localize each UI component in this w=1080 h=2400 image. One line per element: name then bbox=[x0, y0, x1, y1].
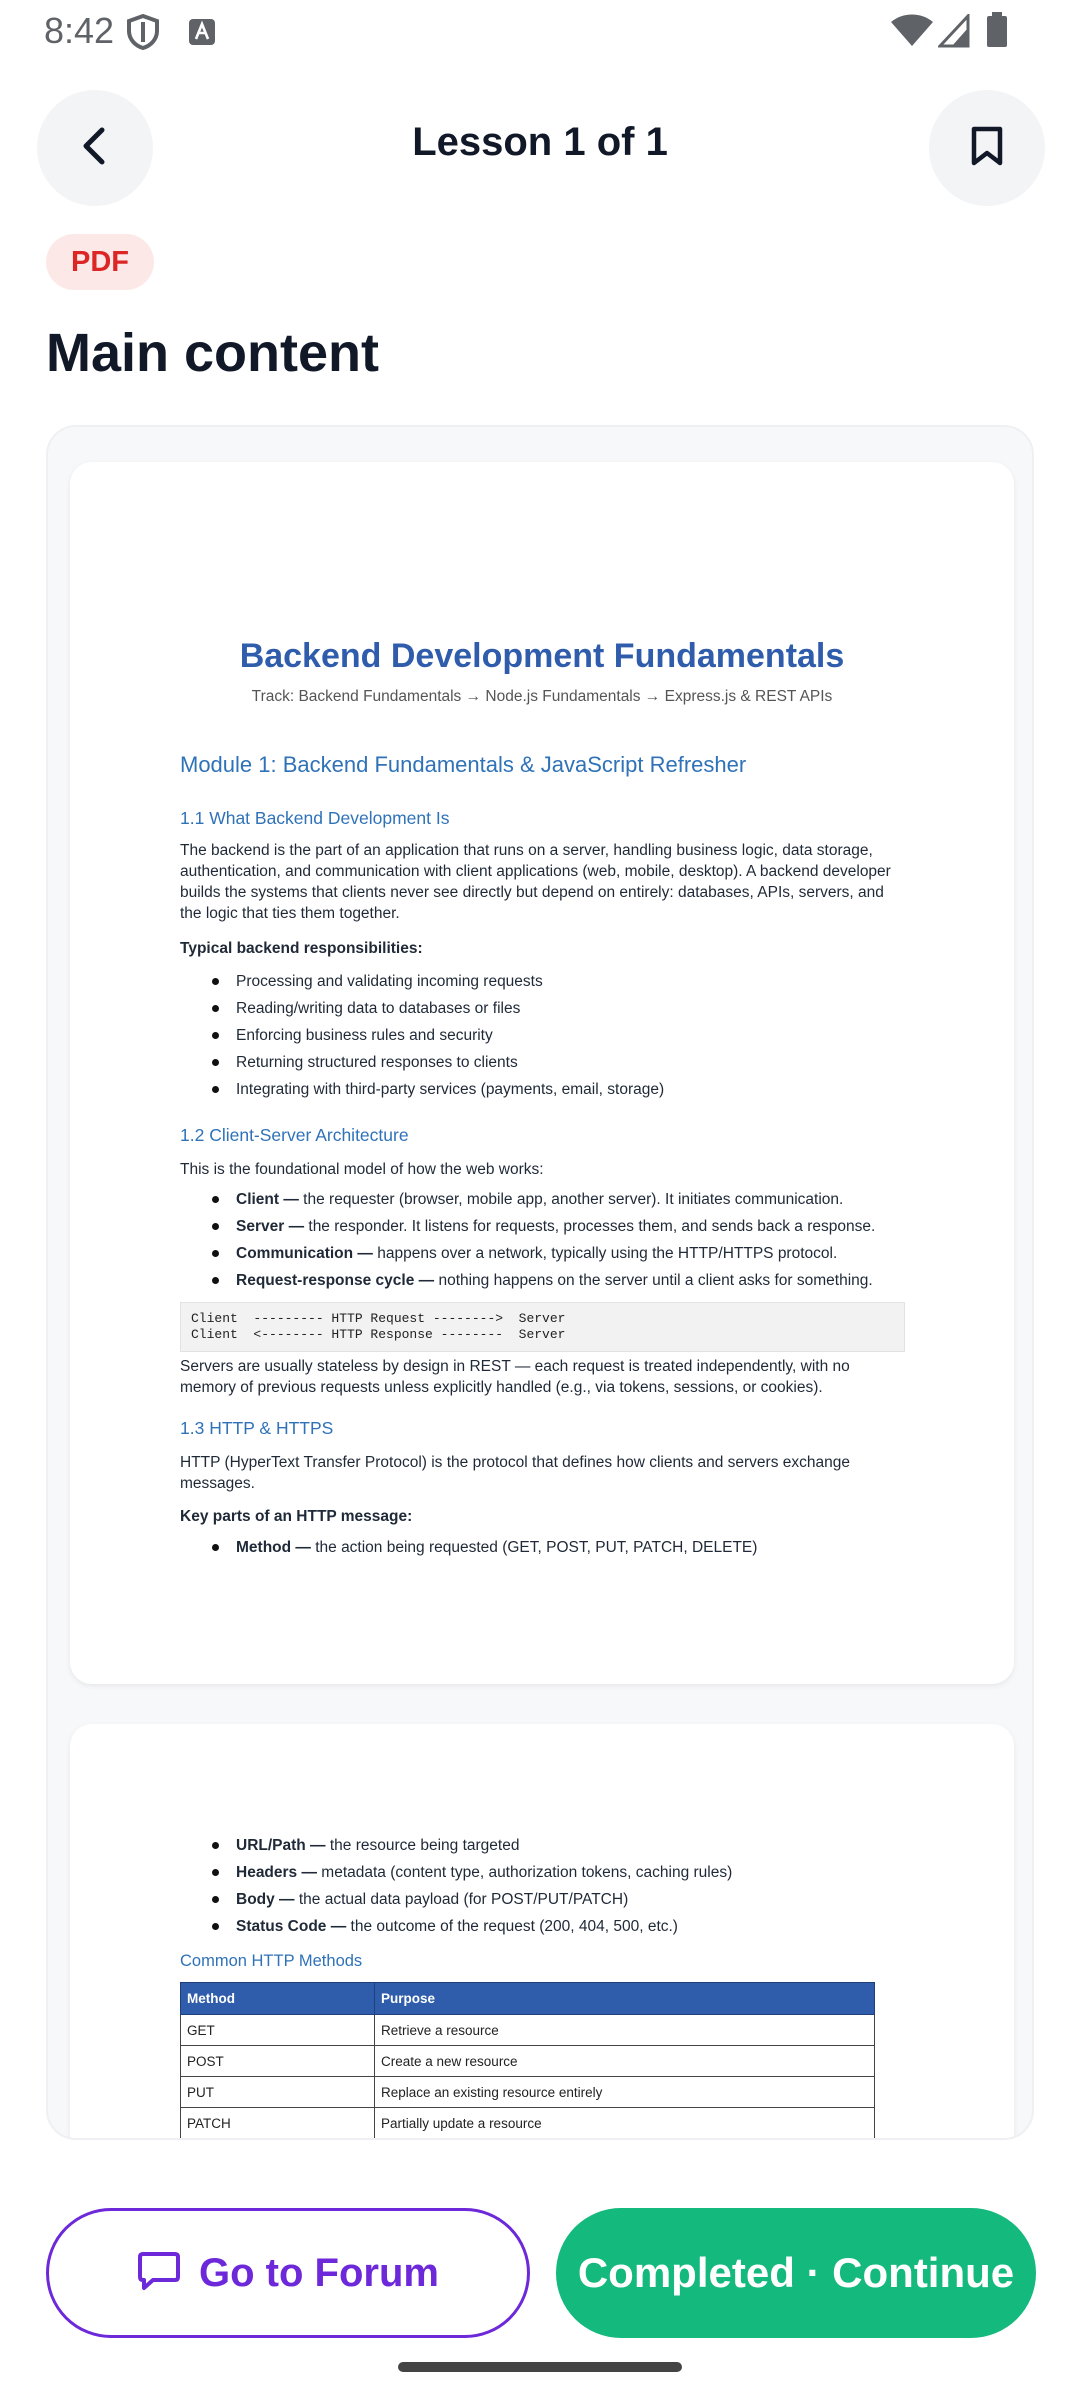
section-heading-1-1: 1.1 What Backend Development Is bbox=[180, 808, 450, 828]
wifi-icon bbox=[890, 14, 934, 53]
status-time: 8:42 bbox=[44, 10, 115, 51]
list-item: Request-response cycle — nothing happens on the server until a client asks for something. bbox=[180, 1267, 905, 1294]
list-item: Headers — metadata (content type, authorization tokens, caching rules) bbox=[180, 1859, 905, 1886]
table-cell: Replace an existing resource entirely bbox=[375, 2077, 875, 2108]
document-body-page-2 bbox=[180, 1724, 905, 2140]
lesson-title: Lesson 1 of 1 bbox=[412, 120, 668, 164]
table-cell: Retrieve a resource bbox=[375, 2015, 875, 2046]
stateless-paragraph: Servers are usually stateless by design in REST — each request is treated independently, with no memory of previous requests unless explicitly handled (e.g., via tokens, sessions, or cookies). bbox=[180, 1358, 850, 1396]
section-heading-1-3: 1.3 HTTP & HTTPS bbox=[180, 1418, 334, 1438]
list-item: Communication — happens over a network, typically using the HTTP/HTTPS protocol. bbox=[180, 1240, 905, 1267]
document-track: Track: Backend Fundamentals → Node.js Fundamentals → Express.js & REST APIs bbox=[251, 688, 833, 705]
section-heading-1-2: 1.2 Client-Server Architecture bbox=[180, 1125, 409, 1145]
cellular-signal-icon bbox=[938, 14, 970, 53]
table-cell: GET bbox=[181, 2015, 375, 2046]
go-to-forum-label: Go to Forum bbox=[199, 2250, 439, 2295]
battery-icon bbox=[986, 12, 1008, 53]
responsibilities-list bbox=[180, 968, 905, 1103]
pdf-viewer[interactable] bbox=[46, 425, 1034, 2140]
table-header-cell: Method bbox=[181, 1983, 375, 2015]
shield-icon bbox=[126, 14, 160, 55]
table-cell: PUT bbox=[181, 2077, 375, 2108]
home-indicator[interactable] bbox=[398, 2362, 682, 2372]
module-heading: Module 1: Backend Fundamentals & JavaScript Refresher bbox=[180, 752, 747, 777]
document-body bbox=[180, 462, 905, 1684]
http-parts-list bbox=[180, 1534, 905, 1561]
section-1-2-intro: This is the foundational model of how the web works: bbox=[180, 1161, 544, 1178]
section-1-1-paragraph: The backend is the part of an application that runs on a server, handling business logic, data storage, authentication, and communication with client applications (web, mobile, desktop). A backend developer builds the systems that clients never see directly but depend on entirely: databases, APIs, servers, and the logic that ties them together. bbox=[180, 842, 891, 922]
methods-table bbox=[180, 1982, 875, 2139]
list-item: Status Code — the outcome of the request (200, 404, 500, etc.) bbox=[180, 1913, 905, 1940]
http-parts-subheading: Key parts of an HTTP message: bbox=[180, 1508, 413, 1525]
code-block: Client --------- HTTP Request --------> Server Client <-------- HTTP Response -------- Server bbox=[180, 1302, 905, 1352]
table-row bbox=[181, 2015, 875, 2046]
table-cell: PATCH bbox=[181, 2108, 375, 2139]
table-row bbox=[181, 2046, 875, 2077]
status-bar bbox=[0, 0, 1080, 64]
list-item: Method — the action being requested (GET, POST, PUT, PATCH, DELETE) bbox=[180, 1534, 905, 1561]
list-item: Reading/writing data to databases or files bbox=[180, 995, 905, 1022]
methods-table-caption: Common HTTP Methods bbox=[180, 1952, 363, 1970]
main-content-heading: Main content bbox=[46, 323, 379, 383]
list-item: Enforcing business rules and security bbox=[180, 1022, 905, 1049]
table-cell: Create a new resource bbox=[375, 2046, 875, 2077]
bookmark-button[interactable] bbox=[929, 90, 1045, 206]
table-row bbox=[181, 2108, 875, 2139]
section-1-3-paragraph: HTTP (HyperText Transfer Protocol) is the protocol that defines how clients and servers exchange messages. bbox=[180, 1454, 850, 1492]
table-header-row bbox=[181, 1983, 875, 2015]
list-item: Returning structured responses to clients bbox=[180, 1049, 905, 1076]
app-notification-icon bbox=[188, 18, 216, 51]
go-to-forum-button[interactable] bbox=[46, 2208, 530, 2338]
http-parts-list-continued bbox=[180, 1832, 905, 1940]
list-item: Server — the responder. It listens for requests, processes them, and sends back a response. bbox=[180, 1213, 905, 1240]
list-item: Client — the requester (browser, mobile app, another server). It initiates communication. bbox=[180, 1186, 905, 1213]
chat-bubble-icon bbox=[137, 2250, 181, 2297]
list-item: Processing and validating incoming requests bbox=[180, 968, 905, 995]
completed-continue-button[interactable] bbox=[556, 2208, 1036, 2338]
table-row bbox=[181, 2077, 875, 2108]
bookmark-icon bbox=[970, 125, 1004, 172]
completed-continue-label: Completed · Continue bbox=[577, 2249, 1015, 2296]
pdf-badge: PDF bbox=[46, 234, 154, 290]
responsibilities-subheading: Typical backend responsibilities: bbox=[180, 940, 423, 957]
table-cell: POST bbox=[181, 2046, 375, 2077]
client-server-list bbox=[180, 1186, 905, 1294]
list-item: Integrating with third-party services (payments, email, storage) bbox=[180, 1076, 905, 1103]
pdf-page-2 bbox=[70, 1724, 1014, 2140]
table-cell: Partially update a resource bbox=[375, 2108, 875, 2139]
list-item: URL/Path — the resource being targeted bbox=[180, 1832, 905, 1859]
list-item: Body — the actual data payload (for POST/PUT/PATCH) bbox=[180, 1886, 905, 1913]
pdf-page-1 bbox=[70, 462, 1014, 1684]
table-header-cell: Purpose bbox=[375, 1983, 875, 2015]
document-title: Backend Development Fundamentals bbox=[239, 637, 845, 675]
